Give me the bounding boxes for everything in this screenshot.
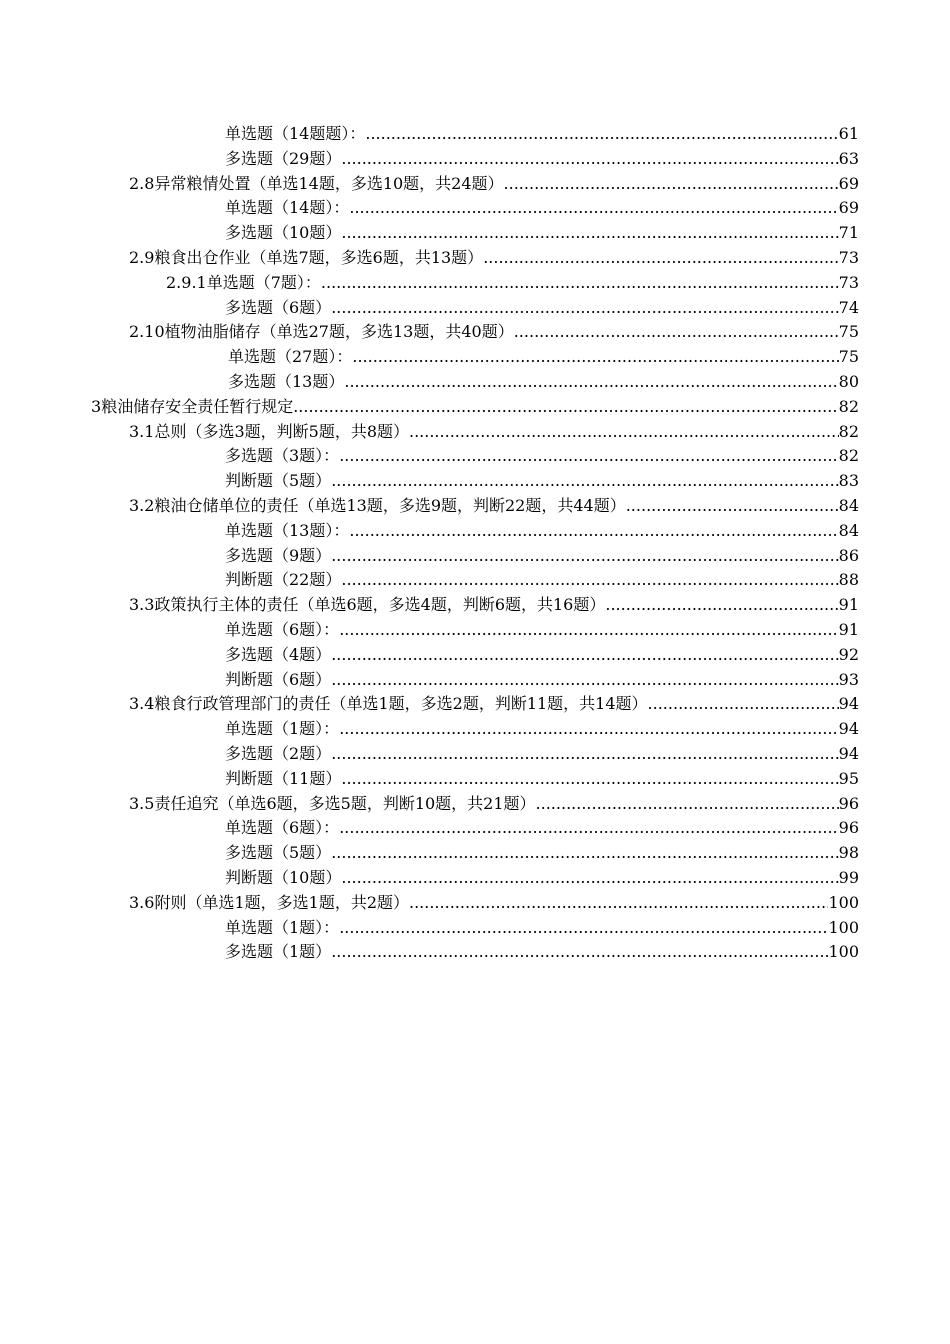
toc-entry-title: 植物油脂储存（单选27题，多选13题，共40题） — [164, 322, 514, 342]
toc-entry[interactable] — [0, 891, 950, 916]
toc-entry-page: 69 — [838, 173, 859, 193]
toc-dot-leader — [339, 717, 838, 742]
toc-dot-leader — [331, 668, 838, 693]
toc-dot-leader — [339, 816, 838, 841]
toc-entry-title: 附则（单选1题，多选1题，共2题） — [154, 892, 409, 912]
toc-entry-number: 3.5 — [129, 793, 155, 813]
toc-entry-title: 单选题（14题）： — [225, 198, 350, 218]
toc-dot-leader — [536, 792, 839, 817]
toc-entry-title: 多选题（2题） — [225, 743, 332, 763]
toc-entry[interactable] — [0, 246, 950, 271]
toc-entry-number: 3.1 — [129, 421, 155, 441]
toc-dot-leader — [341, 147, 838, 172]
toc-dot-leader — [339, 444, 838, 469]
toc-entry-number: 3.4 — [129, 694, 155, 714]
toc-entry-title: 单选题（1题）： — [225, 917, 340, 937]
toc-entry[interactable] — [0, 147, 950, 172]
toc-entry-page: 96 — [838, 793, 859, 813]
toc-dot-leader — [352, 345, 838, 370]
toc-entry-title: 多选题（9题） — [225, 545, 332, 565]
toc-entry-page: 63 — [838, 148, 859, 168]
toc-entry[interactable] — [0, 395, 950, 420]
toc-entry-page: 84 — [838, 520, 859, 540]
toc-dot-leader — [331, 469, 838, 494]
toc-entry-title: 粮油储存安全责任暂行规定 — [101, 396, 294, 416]
toc-entry-title: 多选题（3题）： — [225, 446, 340, 466]
toc-entry-title: 判断题（10题） — [225, 867, 342, 887]
toc-entry-page: 98 — [838, 843, 859, 863]
toc-entry-number: 2.10 — [129, 322, 165, 342]
table-of-contents — [0, 122, 950, 965]
toc-entry[interactable] — [0, 618, 950, 643]
toc-entry-title: 判断题（5题） — [225, 471, 332, 491]
toc-entry-page: 94 — [838, 694, 859, 714]
toc-dot-leader — [331, 643, 838, 668]
toc-dot-leader — [365, 122, 838, 147]
toc-dot-leader — [605, 593, 838, 618]
toc-entry-page: 82 — [838, 396, 859, 416]
toc-entry-page: 75 — [838, 347, 859, 367]
toc-dot-leader — [648, 692, 839, 717]
toc-entry-title: 多选题（10题） — [225, 223, 342, 243]
toc-entry[interactable] — [0, 643, 950, 668]
toc-dot-leader — [331, 544, 838, 569]
toc-entry-title: 判断题（22题） — [225, 570, 342, 590]
toc-entry-page: 99 — [838, 867, 859, 887]
toc-entry-title: 粮油仓储单位的责任（单选13题，多选9题，判断22题，共44题） — [154, 495, 626, 515]
toc-entry[interactable] — [0, 196, 950, 221]
toc-entry[interactable] — [0, 717, 950, 742]
toc-entry-title: 总则（多选3题，判断5题，共8题） — [154, 421, 409, 441]
toc-entry-page: 73 — [838, 247, 859, 267]
toc-entry[interactable] — [0, 494, 950, 519]
toc-entry-page: 74 — [838, 297, 859, 317]
toc-entry[interactable] — [0, 816, 950, 841]
toc-entry-title: 粮食出仓作业（单选7题，多选6题，共13题） — [154, 247, 484, 267]
toc-entry-title: 粮食行政管理部门的责任（单选1题，多选2题，判断11题，共14题） — [154, 694, 648, 714]
toc-entry-number: 3.3 — [129, 595, 155, 615]
toc-entry-title: 单选题（14题题）： — [225, 124, 366, 143]
toc-dot-leader — [504, 172, 839, 197]
toc-entry[interactable] — [0, 221, 950, 246]
toc-entry-number: 3.6 — [129, 892, 155, 912]
toc-entry-title: 多选题（29题） — [225, 148, 342, 168]
toc-dot-leader — [339, 916, 828, 941]
toc-dot-leader — [331, 296, 838, 321]
toc-entry-page: 93 — [838, 669, 859, 689]
toc-entry[interactable] — [0, 469, 950, 494]
toc-entry-page: 100 — [828, 942, 859, 962]
toc-entry[interactable] — [0, 122, 950, 147]
toc-entry-page: 82 — [838, 446, 859, 466]
toc-entry-page: 88 — [838, 570, 859, 590]
toc-dot-leader — [409, 420, 839, 445]
toc-dot-leader — [341, 866, 838, 891]
toc-entry-title: 异常粮情处置（单选14题，多选10题，共24题） — [154, 173, 504, 193]
toc-entry-title: 多选题（4题） — [225, 644, 332, 664]
toc-entry-page: 92 — [838, 644, 859, 664]
toc-entry-page: 83 — [838, 471, 859, 491]
toc-entry-page: 91 — [838, 595, 859, 615]
toc-entry-page: 71 — [838, 223, 859, 243]
toc-entry[interactable] — [0, 841, 950, 866]
toc-entry-title: 判断题（6题） — [225, 669, 332, 689]
toc-entry-number: 3.2 — [129, 495, 155, 515]
toc-entry[interactable] — [0, 668, 950, 693]
toc-entry[interactable] — [0, 320, 950, 345]
toc-entry-page: 75 — [838, 322, 859, 342]
toc-entry[interactable] — [0, 544, 950, 569]
toc-entry-page: 80 — [838, 371, 859, 391]
toc-entry-page: 94 — [838, 719, 859, 739]
toc-entry-title: 政策执行主体的责任（单选6题，多选4题，判断6题，共16题） — [154, 595, 606, 615]
toc-entry[interactable] — [0, 519, 950, 544]
toc-entry[interactable] — [0, 916, 950, 941]
toc-dot-leader — [409, 891, 828, 916]
toc-entry-page: 94 — [838, 743, 859, 763]
toc-dot-leader — [293, 395, 838, 420]
toc-entry-page: 69 — [838, 198, 859, 218]
toc-dot-leader — [331, 841, 838, 866]
toc-entry-page: 95 — [838, 768, 859, 788]
toc-entry[interactable] — [0, 172, 950, 197]
toc-entry-page: 82 — [838, 421, 859, 441]
toc-entry-page: 91 — [838, 619, 859, 639]
toc-entry[interactable] — [0, 271, 950, 296]
toc-dot-leader — [514, 320, 839, 345]
toc-entry[interactable] — [0, 692, 950, 717]
toc-entry-page: 100 — [828, 917, 859, 937]
toc-entry-number: 3 — [91, 396, 102, 416]
toc-entry[interactable] — [0, 742, 950, 767]
toc-dot-leader — [341, 767, 838, 792]
toc-entry-number: 2.9 — [129, 247, 155, 267]
toc-entry-page: 61 — [838, 124, 859, 143]
toc-dot-leader — [626, 494, 839, 519]
toc-entry[interactable] — [0, 593, 950, 618]
toc-entry[interactable] — [0, 345, 950, 370]
toc-entry-title: 单选题（7题）： — [206, 272, 321, 292]
toc-dot-leader — [321, 271, 839, 296]
toc-entry-title: 多选题（5题） — [225, 843, 332, 863]
toc-entry-title: 判断题（11题） — [225, 768, 342, 788]
toc-entry[interactable] — [0, 420, 950, 445]
toc-entry[interactable] — [0, 866, 950, 891]
toc-entry-title: 责任追究（单选6题，多选5题，判断10题，共21题） — [154, 793, 536, 813]
toc-dot-leader — [331, 940, 828, 965]
toc-entry-title: 单选题（1题）： — [225, 719, 340, 739]
toc-dot-leader — [341, 221, 838, 246]
toc-entry-title: 单选题（6题）： — [225, 619, 340, 639]
toc-entry-page: 73 — [838, 272, 859, 292]
toc-entry-page: 100 — [828, 892, 859, 912]
toc-entry-page: 96 — [838, 818, 859, 838]
toc-entry-page: 86 — [838, 545, 859, 565]
toc-dot-leader — [483, 246, 838, 271]
toc-entry-number: 2.9.1 — [166, 272, 207, 292]
toc-entry-title: 多选题（1题） — [225, 942, 332, 962]
toc-entry[interactable] — [0, 767, 950, 792]
toc-entry[interactable] — [0, 444, 950, 469]
toc-dot-leader — [349, 196, 838, 221]
toc-entry[interactable] — [0, 792, 950, 817]
toc-dot-leader — [339, 618, 838, 643]
toc-dot-leader — [331, 742, 838, 767]
toc-entry[interactable] — [0, 568, 950, 593]
toc-entry-title: 单选题（6题）： — [225, 818, 340, 838]
toc-dot-leader — [349, 519, 838, 544]
toc-entry-number: 2.8 — [129, 173, 155, 193]
toc-entry[interactable] — [0, 296, 950, 321]
toc-entry[interactable] — [0, 370, 950, 395]
toc-entry-title: 单选题（13题）： — [225, 520, 350, 540]
toc-entry-title: 多选题（6题） — [225, 297, 332, 317]
toc-entry[interactable] — [0, 940, 950, 965]
toc-entry-title: 多选题（13题） — [228, 371, 345, 391]
toc-dot-leader — [341, 568, 838, 593]
toc-dot-leader — [344, 370, 838, 395]
toc-entry-title: 单选题（27题）： — [228, 347, 353, 367]
toc-entry-page: 84 — [838, 495, 859, 515]
